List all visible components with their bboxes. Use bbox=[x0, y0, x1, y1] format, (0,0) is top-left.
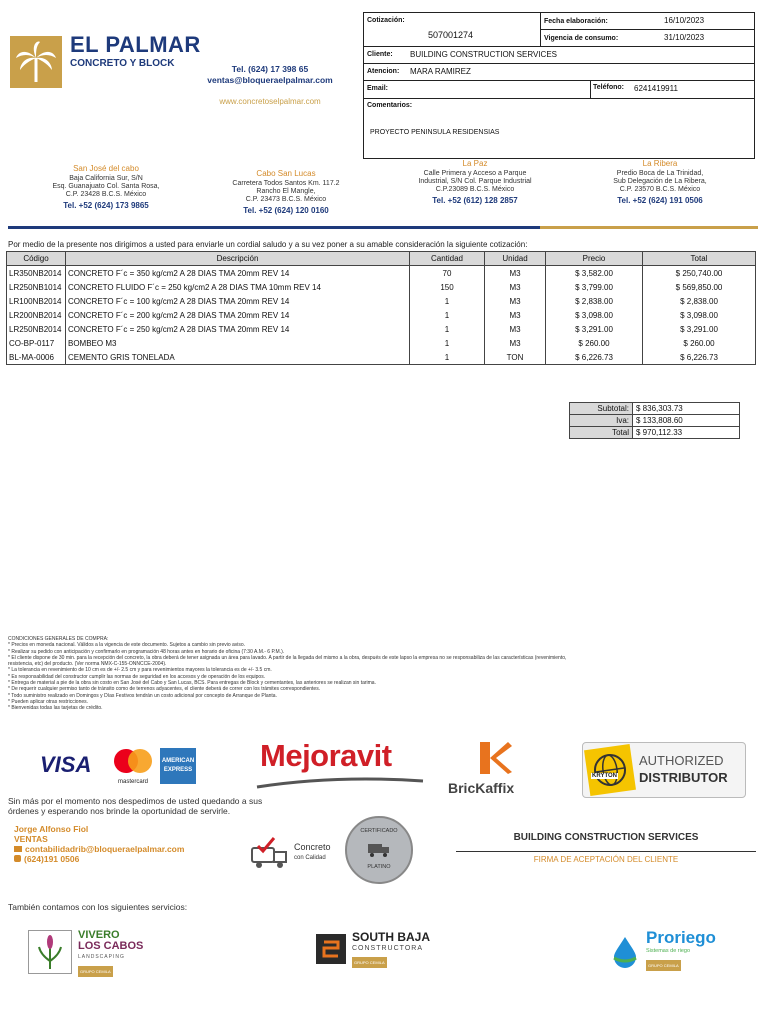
kryton-authorized-badge bbox=[582, 742, 746, 798]
branch-name: La Ribera bbox=[642, 159, 678, 168]
closing-text: Sin más por el momento nos despedimos de usted quedando a sus órdenes y esperando nos brinde la oportunidad de servirle. bbox=[8, 796, 263, 816]
cell-codigo: CO-BP-0117 bbox=[7, 336, 66, 350]
seller-email[interactable]: contabilidadrib@bloqueraelpalmar.com bbox=[25, 844, 185, 854]
branch-phone: Tel. +52 (624) 173 9865 bbox=[63, 201, 149, 210]
vigencia-value: 31/10/2023 bbox=[664, 33, 705, 42]
seller-email-row bbox=[14, 844, 184, 854]
company-email[interactable]: ventas@bloqueraelpalmar.com bbox=[207, 75, 333, 85]
table-row bbox=[7, 308, 756, 322]
col-header-codigo: Código bbox=[7, 252, 66, 266]
table-row bbox=[7, 350, 756, 365]
platino-certified-seal bbox=[345, 816, 413, 884]
authorized-label: AUTHORIZED bbox=[639, 753, 724, 768]
subtotal-value: $ 836,303.73 bbox=[633, 403, 740, 415]
cell-total: $ 3,291.00 bbox=[643, 322, 756, 336]
cell-descripcion: CONCRETO F´c = 100 kg/cm2 A 28 DIAS TMA 20mm REV 14 bbox=[66, 294, 410, 308]
cell-cantidad: 1 bbox=[410, 350, 485, 365]
conditions-line: * Realizar su pedido con anticipación y confirmarlo en programación 48 horas antes en horario de oficina (7:30 A.M.- 6 P.M.). bbox=[8, 648, 285, 655]
cell-descripcion: CONCRETO FLUIDO F´c = 250 kg/cm2 A 28 DIAS TMA 10mm REV 14 bbox=[66, 280, 410, 294]
cell-total: $ 3,098.00 bbox=[643, 308, 756, 322]
conditions-line: * La tolerancia en revenimiento de 10 cm es de +/- 2.5 cm y para revenimientos mayores la tolerancia es de +/- 3.5 cm. bbox=[8, 667, 272, 674]
platino-label: PLATINO bbox=[367, 864, 391, 870]
divider-gold bbox=[540, 226, 758, 229]
table-row bbox=[7, 322, 756, 336]
kryton-label: KRYTON bbox=[592, 773, 618, 779]
cell-precio: $ 2,838.00 bbox=[546, 294, 643, 308]
cliente-label: Cliente: bbox=[367, 51, 393, 58]
seller-block bbox=[14, 824, 184, 864]
atencion-label: Atencion: bbox=[367, 68, 400, 75]
comentarios-label: Comentarios: bbox=[367, 102, 413, 109]
company-subtitle: CONCRETO Y BLOCK bbox=[70, 58, 175, 69]
cell-codigo: LR100NB2014 bbox=[7, 294, 66, 308]
branch-phone: Tel. +52 (624) 120 0160 bbox=[243, 206, 329, 215]
kryton-globe-icon bbox=[584, 744, 636, 796]
concreto-calidad-line1: Concreto bbox=[294, 842, 331, 852]
telefono-label: Teléfono: bbox=[593, 84, 624, 91]
table-row bbox=[7, 336, 756, 350]
branch-name: San José del cabo bbox=[73, 164, 139, 173]
conditions-line: CONDICIONES GENERALES DE COMPRA: bbox=[8, 636, 109, 642]
cell-descripcion: CONCRETO F´c = 250 kg/cm2 A 28 DIAS TMA 20mm REV 14 bbox=[66, 322, 410, 336]
cell-cantidad: 70 bbox=[410, 266, 485, 281]
truck-icon bbox=[367, 840, 391, 858]
total-row bbox=[570, 427, 740, 439]
branch-address: Predio Boca de La Trinidad, Sub Delegación de La Ribera, C.P. 23570 B.C.S. México bbox=[613, 170, 707, 193]
branch-phone: Tel. +52 (612) 128 2857 bbox=[432, 196, 518, 205]
cell-total: $ 569,850.00 bbox=[643, 280, 756, 294]
cell-total: $ 2,838.00 bbox=[643, 294, 756, 308]
cell-unidad: M3 bbox=[485, 308, 546, 322]
south-baja-subtitle: CONSTRUCTORA bbox=[352, 945, 423, 952]
cell-unidad: M3 bbox=[485, 294, 546, 308]
email-icon bbox=[14, 846, 22, 852]
signature-label: FIRMA DE ACEPTACIÓN DEL CLIENTE bbox=[533, 855, 679, 864]
signature-line bbox=[456, 851, 756, 852]
visa-logo: VISA bbox=[40, 752, 92, 777]
col-header-total: Total bbox=[643, 252, 756, 266]
telefono-value: 6241419911 bbox=[634, 84, 678, 93]
branch-cabo-san-lucas bbox=[216, 170, 356, 215]
cell-cantidad: 150 bbox=[410, 280, 485, 294]
distributor-label: DISTRIBUTOR bbox=[639, 770, 728, 785]
cell-precio: $ 3,582.00 bbox=[546, 266, 643, 281]
brickaffix-k-icon bbox=[478, 740, 514, 776]
conditions-line: * Es responsabilidad del constructor cumplir las normas de seguridad en los accesos y de operación de los equipos. bbox=[8, 673, 266, 680]
totals-table bbox=[569, 402, 740, 439]
cell-unidad: M3 bbox=[485, 322, 546, 336]
conditions-line: * Entrega de material a pie de la obra sin costo en San José del Cabo y San Lucas, BCS. Para entregas de Block y cementantes, las anteriores se realizan sin tarima. bbox=[8, 680, 376, 687]
cell-total: $ 250,740.00 bbox=[643, 266, 756, 281]
col-header-descripcion: Descripción bbox=[66, 252, 410, 266]
conditions-line: * Todo suministro realizado en Domingos y Días Festivos tendrán un costo adicional por concepto de Arranque de Planta. bbox=[8, 692, 277, 699]
south-baja-title: SOUTH BAJA bbox=[352, 930, 431, 944]
cell-codigo: LR250NB2014 bbox=[7, 322, 66, 336]
client-signature-name: BUILDING CONSTRUCTION SERVICES bbox=[513, 832, 699, 843]
cell-unidad: M3 bbox=[485, 266, 546, 281]
cell-codigo: LR350NB2014 bbox=[7, 266, 66, 281]
mejoravit-swoosh-icon bbox=[255, 776, 425, 788]
company-website[interactable]: www.concretoselpalmar.com bbox=[219, 97, 321, 106]
branch-san-jose bbox=[36, 165, 176, 210]
branch-phone: Tel. +52 (624) 191 0506 bbox=[617, 196, 703, 205]
subtotal-row bbox=[570, 403, 740, 415]
cell-precio: $ 6,226.73 bbox=[546, 350, 643, 365]
vivero-title: VIVERO bbox=[78, 929, 120, 941]
branch-address: Baja California Sur, S/N Esq. Guanajuato Col. Santa Rosa, C.P. 23428 B.C.S. México bbox=[52, 175, 160, 198]
col-header-cantidad: Cantidad bbox=[410, 252, 485, 266]
atencion-value: MARA RAMIREZ bbox=[410, 67, 471, 76]
cell-total: $ 260.00 bbox=[643, 336, 756, 350]
cell-total: $ 6,226.73 bbox=[643, 350, 756, 365]
subtotal-label: Subtotal: bbox=[570, 403, 633, 415]
iva-value: $ 133,808.60 bbox=[633, 415, 740, 427]
services-label: También contamos con los siguientes servicios: bbox=[8, 902, 188, 912]
cell-cantidad: 1 bbox=[410, 308, 485, 322]
total-value: $ 970,112.33 bbox=[633, 427, 740, 439]
seller-phone-row bbox=[14, 854, 184, 864]
cotizacion-value: 507001274 bbox=[428, 30, 474, 40]
mastercard-label: mastercard bbox=[117, 779, 148, 785]
cell-cantidad: 1 bbox=[410, 336, 485, 350]
palm-logo-icon bbox=[10, 36, 62, 88]
table-row bbox=[7, 294, 756, 308]
conditions-line: resistencia, etc) del producto. (Ver norma NMX-C-155-ONNCCE-2004). bbox=[8, 661, 167, 668]
cell-cantidad: 1 bbox=[410, 322, 485, 336]
vivero-flower-icon bbox=[28, 930, 72, 974]
proriego-title: Proriego bbox=[646, 928, 716, 947]
vivero-subtitle: LOS CABOS bbox=[78, 940, 144, 952]
proriego-logo bbox=[646, 928, 716, 971]
branch-la-paz bbox=[400, 160, 550, 205]
mejoravit-logo: Mejoravit bbox=[260, 738, 392, 773]
seller-name: Jorge Alfonso Fiol bbox=[14, 824, 89, 834]
seller-phone: (624)191 0506 bbox=[24, 854, 80, 864]
cell-precio: $ 3,098.00 bbox=[546, 308, 643, 322]
cotizacion-label: Cotización: bbox=[367, 17, 405, 24]
cell-unidad: TON bbox=[485, 350, 546, 365]
company-phone: Tel. (624) 17 398 65 bbox=[231, 64, 309, 74]
col-header-precio: Precio bbox=[546, 252, 643, 266]
quote-info-box bbox=[363, 12, 755, 159]
seller-role: VENTAS bbox=[14, 834, 48, 844]
purchase-conditions bbox=[8, 636, 748, 712]
cell-precio: $ 260.00 bbox=[546, 336, 643, 350]
conditions-line: * Pueden aplicar otras restricciones. bbox=[8, 698, 89, 705]
proriego-drop-icon bbox=[608, 934, 642, 968]
branch-name: La Paz bbox=[462, 159, 488, 168]
table-header-row bbox=[7, 252, 756, 266]
conditions-line: * Precios en moneda nacional. Válidos a la vigencia de este documento. Sujetos a cambio sin previo aviso. bbox=[8, 642, 246, 649]
cell-descripcion: CEMENTO GRIS TONELADA bbox=[66, 350, 410, 365]
phone-icon bbox=[14, 855, 21, 862]
concreto-calidad-logo bbox=[294, 842, 331, 864]
south-baja-logo-icon bbox=[316, 934, 346, 964]
cell-precio: $ 3,799.00 bbox=[546, 280, 643, 294]
table-row bbox=[7, 266, 756, 281]
company-contact bbox=[200, 64, 340, 86]
cell-unidad: M3 bbox=[485, 336, 546, 350]
certificado-label: CERTIFICADO bbox=[360, 828, 398, 834]
cell-descripcion: BOMBEO M3 bbox=[66, 336, 410, 350]
intro-text: Por medio de la presente nos dirigimos a usted para enviarle un cordial saludo y a su vez poner a su amable consideración la siguiente cotización: bbox=[8, 240, 528, 249]
comentarios-value: PROYECTO PENINSULA RESIDENSIAS bbox=[370, 129, 500, 136]
iva-label: Iva: bbox=[570, 415, 633, 427]
cell-codigo: BL-MA-0006 bbox=[7, 350, 66, 365]
branch-name: Cabo San Lucas bbox=[256, 169, 316, 178]
cell-codigo: LR200NB2014 bbox=[7, 308, 66, 322]
proriego-subtitle: Sistemas de riego bbox=[646, 948, 691, 954]
south-baja-logo bbox=[352, 932, 430, 968]
vivero-logo bbox=[78, 930, 143, 977]
cliente-value: BUILDING CONSTRUCTION SERVICES bbox=[410, 50, 557, 59]
proriego-grupo-tag: GRUPO CEMILA bbox=[646, 960, 681, 971]
fecha-label: Fecha elaboración: bbox=[544, 18, 608, 25]
cell-unidad: M3 bbox=[485, 280, 546, 294]
conditions-line: * De requerir cualquier permiso tanto de tránsito como de terrenos adyacentes, el cliente deberá de correr con los trámites correspondientes. bbox=[8, 686, 321, 693]
conditions-line: * Bienvenidas todas las tarjetas de crédito. bbox=[8, 705, 103, 712]
table-row bbox=[7, 280, 756, 294]
cell-descripcion: CONCRETO F´c = 200 kg/cm2 A 28 DIAS TMA 20mm REV 14 bbox=[66, 308, 410, 322]
cell-descripcion: CONCRETO F´c = 350 kg/cm2 A 28 DIAS TMA 20mm REV 14 bbox=[66, 266, 410, 281]
branch-address: Calle Primera y Acceso a Parque Industrial, S/N Col. Parque Industrial C.P.23089 B.C.S. México bbox=[418, 170, 532, 193]
south-baja-grupo-tag: GRUPO CEMILA bbox=[352, 957, 387, 968]
vivero-landscaping: LANDSCAPING bbox=[78, 954, 125, 960]
cell-cantidad: 1 bbox=[410, 294, 485, 308]
cell-precio: $ 3,291.00 bbox=[546, 322, 643, 336]
col-header-unidad: Unidad bbox=[485, 252, 546, 266]
concrete-truck-check-icon bbox=[250, 836, 290, 870]
quote-items-table bbox=[6, 251, 756, 365]
amex-logo: AMERICAN EXPRESS bbox=[160, 748, 196, 784]
iva-row bbox=[570, 415, 740, 427]
branch-la-ribera bbox=[590, 160, 730, 205]
mastercard-logo-icon bbox=[110, 748, 156, 785]
total-label: Total bbox=[570, 427, 633, 439]
cell-codigo: LR250NB1014 bbox=[7, 280, 66, 294]
vigencia-label: Vigencia de consumo: bbox=[544, 35, 619, 42]
conditions-line: * El cliente dispone de 30 min. para la recepción del concreto, la obra deberá de tener asignada un área para lavado. A partir de la llegada del mismo a la obra, después de este lapso la empresa no se responsabiliza de las características (revenimiento, bbox=[8, 654, 567, 661]
email-label: Email: bbox=[367, 85, 389, 92]
brickaffix-logo: BricKaffix bbox=[448, 780, 515, 796]
company-name: EL PALMAR bbox=[70, 32, 201, 57]
concreto-calidad-line2: con Calidad bbox=[294, 855, 326, 861]
vivero-grupo-tag: GRUPO CEMILA bbox=[78, 966, 113, 977]
branch-address: Carretera Todos Santos Km. 117.2 Rancho El Mangle, C.P. 23473 B.C.S. México bbox=[232, 180, 340, 203]
fecha-value: 16/10/2023 bbox=[664, 16, 705, 25]
